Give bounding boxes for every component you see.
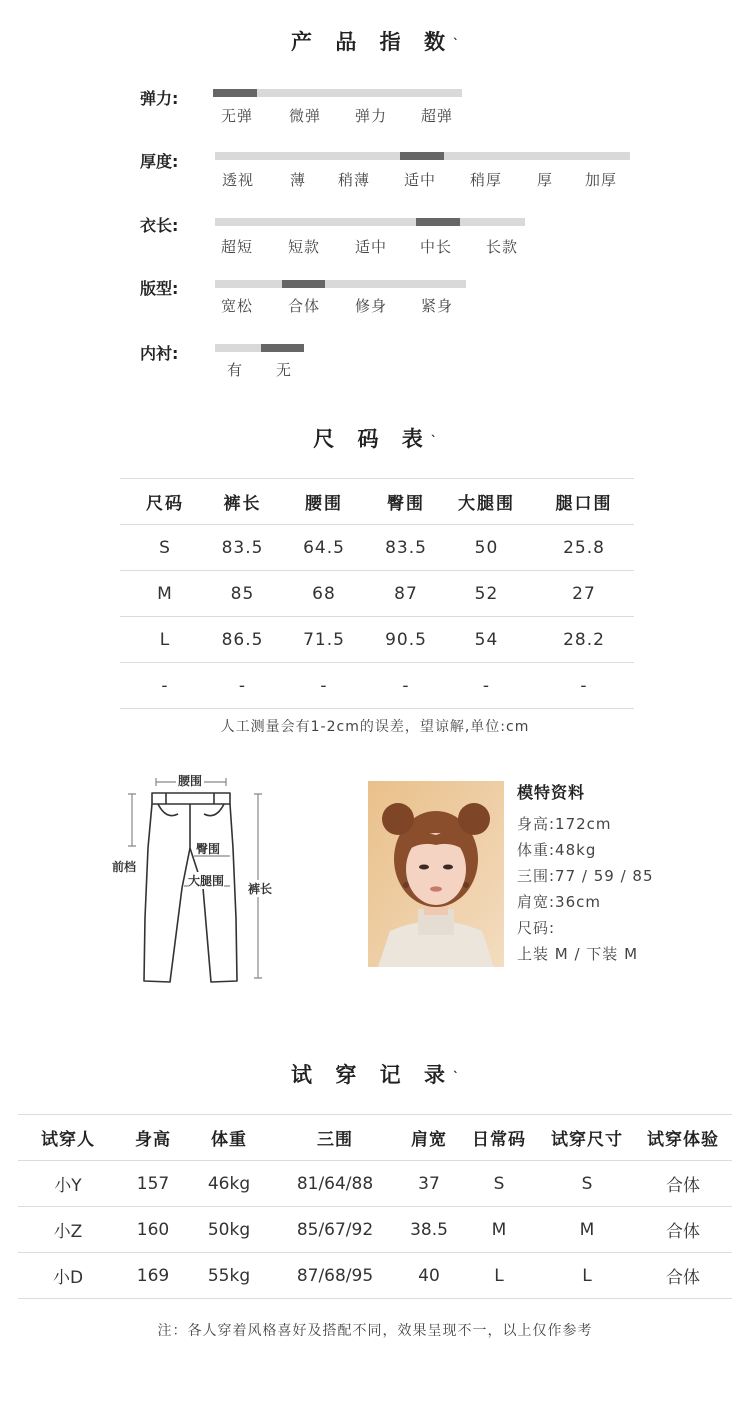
index-option: 厚	[537, 171, 554, 189]
table-row	[120, 525, 634, 571]
table-cell: 87/68/95	[270, 1253, 400, 1299]
model-portrait-image	[368, 781, 504, 967]
table-cell: 169	[118, 1253, 188, 1299]
index-bar-fit	[215, 280, 466, 288]
index-bar-length	[215, 218, 525, 226]
table-cell: 27	[534, 571, 634, 617]
index-option: 超短	[221, 238, 254, 256]
size-table-header-row	[120, 479, 634, 525]
diagram-label-rise: 前档	[112, 860, 137, 874]
table-row	[120, 571, 634, 617]
index-bar-elasticity	[213, 89, 462, 97]
index-option: 短款	[288, 238, 321, 256]
index-option: 修身	[355, 297, 388, 315]
table-cell: 50kg	[188, 1207, 270, 1253]
index-option: 透视	[222, 171, 255, 189]
model-info-line: 体重:48kg	[517, 841, 597, 859]
table-header: 裤长	[210, 479, 275, 525]
diagram-label-length: 裤长	[248, 882, 273, 896]
index-option: 长款	[486, 238, 519, 256]
table-header: 试穿体验	[634, 1115, 732, 1161]
table-header: 尺码	[120, 479, 210, 525]
product-index-title: 产 品 指 数$^ˎ$	[291, 26, 459, 54]
table-cell: 合体	[634, 1207, 732, 1253]
try-on-title: 试 穿 记 录$^ˎ$	[291, 1059, 459, 1087]
model-info-line: 三围:77 / 59 / 85	[517, 867, 654, 885]
index-option: 微弹	[289, 107, 322, 125]
index-bar-marker	[416, 218, 460, 226]
table-cell: M	[458, 1207, 540, 1253]
index-bar-lining	[215, 344, 304, 352]
table-header: 肩宽	[400, 1115, 458, 1161]
table-header: 臀围	[373, 479, 439, 525]
table-cell: 85	[210, 571, 275, 617]
table-cell: 160	[118, 1207, 188, 1253]
table-cell: 90.5	[373, 617, 439, 663]
index-option: 适中	[355, 238, 388, 256]
table-header: 三围	[270, 1115, 400, 1161]
table-cell: 合体	[634, 1253, 732, 1299]
measurement-note: 人工测量会有1-2cm的误差，望谅解,单位:cm	[220, 719, 530, 735]
try-on-table	[18, 1114, 732, 1299]
index-option: 稍薄	[338, 171, 371, 189]
index-option: 无	[276, 361, 293, 379]
model-info-line: 身高:172cm	[517, 815, 612, 833]
diagram-label-thigh: 大腿围	[188, 874, 225, 888]
index-option: 宽松	[221, 297, 254, 315]
table-cell: 合体	[634, 1161, 732, 1207]
table-row	[18, 1253, 732, 1299]
table-cell: S	[458, 1161, 540, 1207]
table-cell: 54	[439, 617, 534, 663]
table-cell: 68	[275, 571, 373, 617]
index-label-elasticity: 弹力:	[140, 89, 179, 108]
index-label-fit: 版型:	[140, 279, 179, 298]
table-cell: 71.5	[275, 617, 373, 663]
table-cell: M	[540, 1207, 634, 1253]
table-cell: 小Y	[18, 1161, 118, 1207]
table-cell: -	[275, 663, 373, 709]
index-bar-marker	[282, 280, 325, 288]
table-cell: 40	[400, 1253, 458, 1299]
table-cell: 37	[400, 1161, 458, 1207]
model-info-title: 模特资料	[517, 783, 586, 802]
table-cell: 52	[439, 571, 534, 617]
model-photo	[368, 781, 504, 967]
table-cell: 55kg	[188, 1253, 270, 1299]
table-header: 体重	[188, 1115, 270, 1161]
table-header: 试穿尺寸	[540, 1115, 634, 1161]
index-bar-marker	[400, 152, 444, 160]
table-row	[18, 1207, 732, 1253]
index-option: 合体	[288, 297, 321, 315]
index-option: 中长	[420, 238, 453, 256]
table-cell: M	[120, 571, 210, 617]
table-cell: 157	[118, 1161, 188, 1207]
model-info-line: 肩宽:36cm	[517, 893, 601, 911]
table-cell: -	[120, 663, 210, 709]
table-row	[120, 617, 634, 663]
table-cell: 小D	[18, 1253, 118, 1299]
table-header: 日常码	[458, 1115, 540, 1161]
index-option: 无弹	[221, 107, 254, 125]
table-cell: 25.8	[534, 525, 634, 571]
index-label-length: 衣长:	[140, 216, 179, 235]
table-cell: 46kg	[188, 1161, 270, 1207]
size-table	[120, 478, 634, 709]
table-cell: 85/67/92	[270, 1207, 400, 1253]
table-cell: 81/64/88	[270, 1161, 400, 1207]
table-cell: L	[458, 1253, 540, 1299]
diagram-label-waist: 腰围	[178, 774, 203, 788]
table-header: 腰围	[275, 479, 373, 525]
table-cell: 83.5	[373, 525, 439, 571]
table-cell: L	[540, 1253, 634, 1299]
index-option: 超弹	[421, 107, 454, 125]
model-info-line: 尺码:	[517, 919, 556, 937]
table-row	[120, 663, 634, 709]
index-option: 加厚	[585, 171, 618, 189]
index-option: 薄	[290, 171, 307, 189]
diagram-label-hip: 臀围	[196, 842, 221, 856]
table-cell: -	[373, 663, 439, 709]
index-label-thickness: 厚度:	[140, 152, 179, 171]
table-cell: 86.5	[210, 617, 275, 663]
table-cell: 87	[373, 571, 439, 617]
table-cell: 小Z	[18, 1207, 118, 1253]
try-on-header-row	[18, 1115, 732, 1161]
index-label-lining: 内衬:	[140, 344, 179, 363]
index-bar-marker	[261, 344, 304, 352]
index-bar-thickness	[215, 152, 630, 160]
index-bar-marker	[213, 89, 257, 97]
index-option: 稍厚	[470, 171, 503, 189]
try-on-disclaimer: 注：各人穿着风格喜好及搭配不同，效果呈现不一，以上仅作参考	[157, 1323, 593, 1339]
table-cell: -	[534, 663, 634, 709]
pants-measurement-diagram	[108, 768, 288, 993]
table-header: 试穿人	[18, 1115, 118, 1161]
table-cell: -	[210, 663, 275, 709]
table-header: 身高	[118, 1115, 188, 1161]
table-cell: 28.2	[534, 617, 634, 663]
table-cell: 50	[439, 525, 534, 571]
table-cell: S	[120, 525, 210, 571]
table-header: 腿口围	[534, 479, 634, 525]
table-cell: S	[540, 1161, 634, 1207]
size-table-title: 尺 码 表$^ˎ$	[313, 423, 437, 451]
table-cell: 38.5	[400, 1207, 458, 1253]
table-cell: 64.5	[275, 525, 373, 571]
table-cell: 83.5	[210, 525, 275, 571]
index-option: 紧身	[421, 297, 454, 315]
table-cell: -	[439, 663, 534, 709]
index-option: 有	[227, 361, 244, 379]
table-cell: L	[120, 617, 210, 663]
model-info-line: 上装 M / 下装 M	[517, 945, 639, 963]
index-option: 弹力	[355, 107, 388, 125]
table-header: 大腿围	[439, 479, 534, 525]
table-row	[18, 1161, 732, 1207]
index-option: 适中	[404, 171, 437, 189]
